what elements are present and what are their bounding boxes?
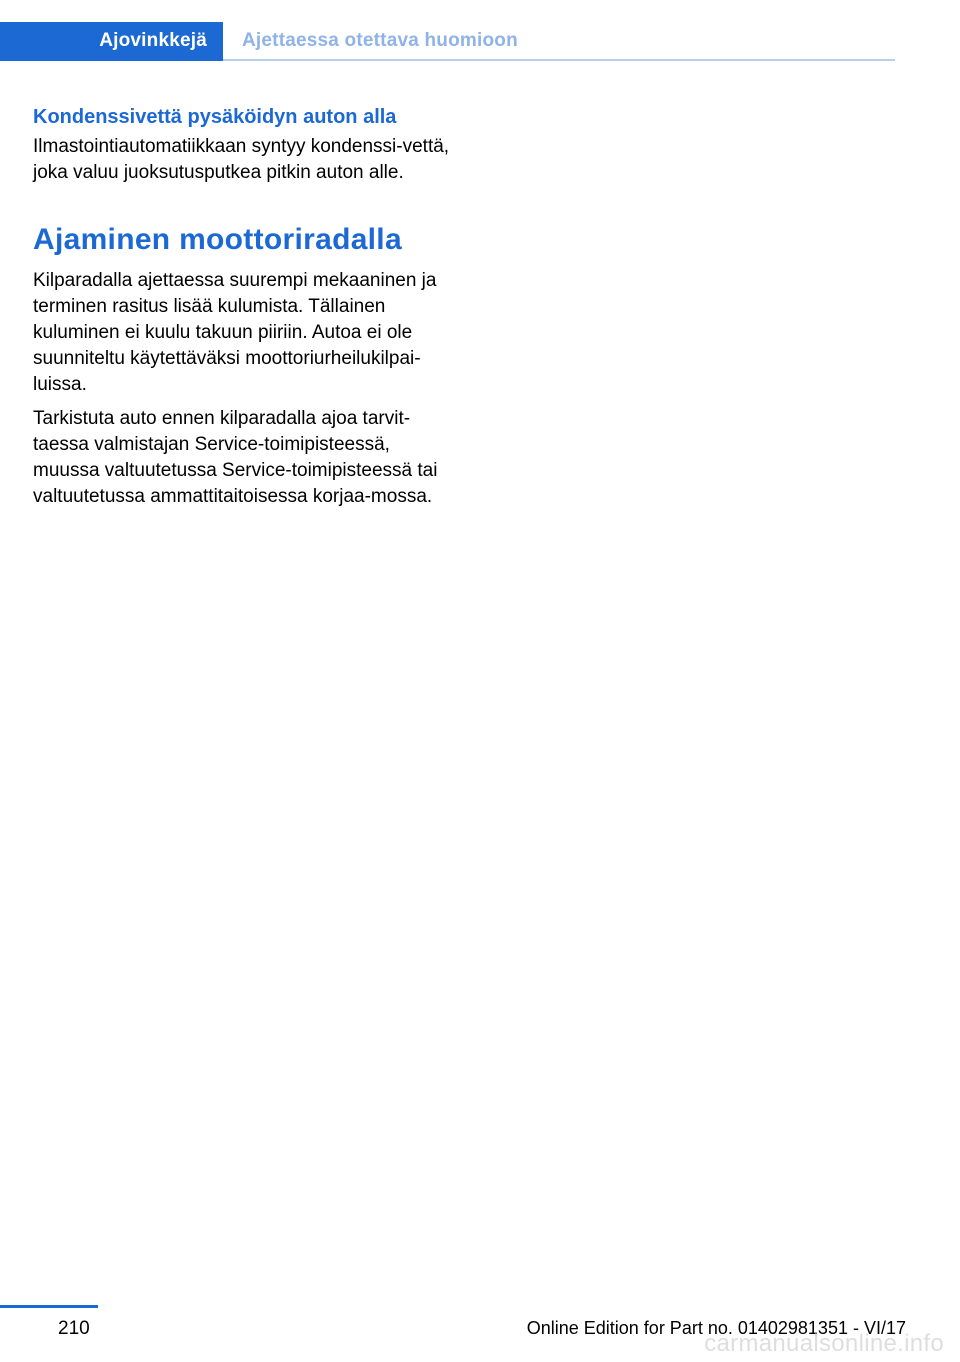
condensation-subheading: Kondenssivettä pysäköidyn auton alla [33, 106, 397, 128]
race-track-paragraph-2: Tarkistuta auto ennen kilparadalla ajoa tarvit-taessa valmistajan Service-toimipisteessä, muussa valtuutetussa Service-toimipisteessä tai valtuutetussa ammattitaitoisessa korjaa-mossa. [33, 408, 438, 507]
page-number: 210 [58, 1318, 90, 1339]
edition-note: Online Edition for Part no. 01402981351 - VI/17 [526, 1318, 906, 1338]
section-title: Ajettaessa otettava huomioon [242, 30, 518, 51]
page-header [0, 22, 895, 63]
race-track-paragraph-1: Kilparadalla ajettaessa suurempi mekaaninen ja terminen rasitus lisää kulumista. Tällainen kuluminen ei kuulu takuun piiriin. Autoa ei ole suunniteltu käytettäväksi moottoriurheilukilpai-luissa. [33, 270, 437, 395]
footer-divider [0, 1305, 98, 1308]
header-divider [223, 59, 895, 61]
condensation-paragraph: Ilmastointiautomatiikkaan syntyy kondenssi-vettä, joka valuu juoksutusputkea pitkin auton alle. [33, 136, 450, 183]
watermark: carmanualsonline.info [704, 1330, 944, 1357]
main-content [33, 104, 453, 510]
race-track-heading: Ajaminen moottoriradalla [33, 223, 402, 256]
chapter-title: Ajovinkkejä [99, 30, 207, 51]
chapter-tab [0, 22, 223, 61]
